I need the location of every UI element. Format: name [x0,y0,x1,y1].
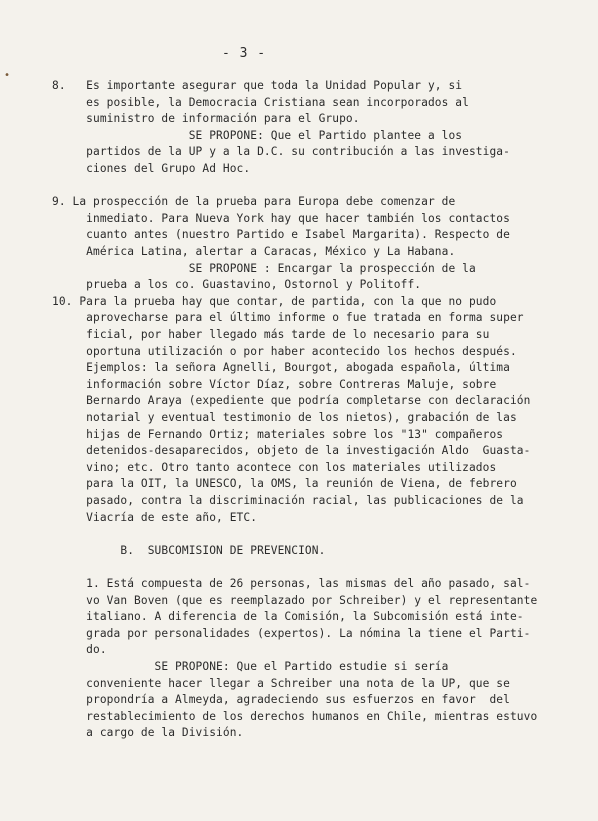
text-line: cuanto antes (nuestro Partido e Isabel Margarita). Respecto de [52,228,510,242]
text-line: grada por personalidades (expertos). La nómina la tiene el Parti- [52,626,531,640]
text-line: detenidos-desaparecidos, objeto de la investigación Aldo Guasta- [52,444,531,458]
text-line: conveniente hacer llegar a Schreiber una nota de la UP, que se [52,676,510,690]
text-line: oportuna utilización o por haber acontecido los hechos después. [52,344,517,358]
text-line: vino; etc. Otro tanto acontece con los materiales utilizados [52,460,497,474]
text-line: restablecimiento de los derechos humanos en Chile, mientras estuvo [52,709,538,723]
text-line: ficial, por haber llegado más tarde de lo necesario para su [52,328,490,341]
text-line: partidos de la UP y a la D.C. su contribución a las investiga- [52,145,510,159]
text-line: do. [52,643,107,657]
text-line: B. SUBCOMISION DE PREVENCION. [52,543,326,557]
text-line: notarial y eventual testimonio de los nietos), grabación de las [52,411,517,424]
text-line: SE PROPONE: Que el Partido estudie si sería [52,660,449,673]
text-line: suministro de información para el Grupo. [52,112,360,126]
text-line: SE PROPONE : Encargar la prospección de la [52,261,476,275]
text-line: 10. Para la prueba hay que contar, de partida, con la que no pudo [52,294,497,308]
text-line: 9. La prospección de la prueba para Europa debe comenzar de [52,195,456,209]
margin-mark: • [4,70,11,81]
text-line: SE PROPONE: Que el Partido plantee a los [52,128,463,142]
text-line: ciones del Grupo Ad Hoc. [52,162,251,175]
text-line: propondría a Almeyda, agradeciendo sus esfuerzos en favor del [52,693,510,707]
text-line: hijas de Fernando Ortiz; materiales sobre los "13" compañeros [52,427,504,441]
text-line: 1. Está compuesta de 26 personas, las mismas del año pasado, sal- [52,577,531,590]
text-line: aprovecharse para el último informe o fue tratada en forma super [52,311,524,325]
text-line: para la OIT, la UNESCO, la OMS, la reunión de Viena, de febrero [52,477,517,491]
page-number: - 3 - [222,46,267,61]
text-line: es posible, la Democracia Cristiana sean incorporados al [52,95,469,109]
text-line: Ejemplos: la señora Agnelli, Bourgot, abogada española, última [52,361,510,375]
text-line: italiano. A diferencia de la Comisión, la Subcomisión está inte- [52,610,524,624]
text-line: Viacría de este año, ETC. [52,510,258,524]
text-line: información sobre Víctor Díaz, sobre Contreras Maluje, sobre [52,377,497,391]
text-line: prueba a los co. Guastavino, Ostornol y Politoff. [52,278,422,292]
text-line: 8. Es importante asegurar que toda la Unidad Popular y, si [52,79,463,92]
text-line: América Latina, alertar a Caracas, México y La Habana. [52,245,456,258]
text-line: a cargo de la División. [52,726,244,740]
text-line: pasado, contra la discriminación racial, las publicaciones de la [52,494,524,507]
text-line: inmediato. Para Nueva York hay que hacer también los contactos [52,211,510,225]
text-line: vo Van Boven (que es reemplazado por Schreiber) y el representante [52,593,538,607]
text-line: Bernardo Araya (expediente que podría completarse con declaración [52,394,531,408]
